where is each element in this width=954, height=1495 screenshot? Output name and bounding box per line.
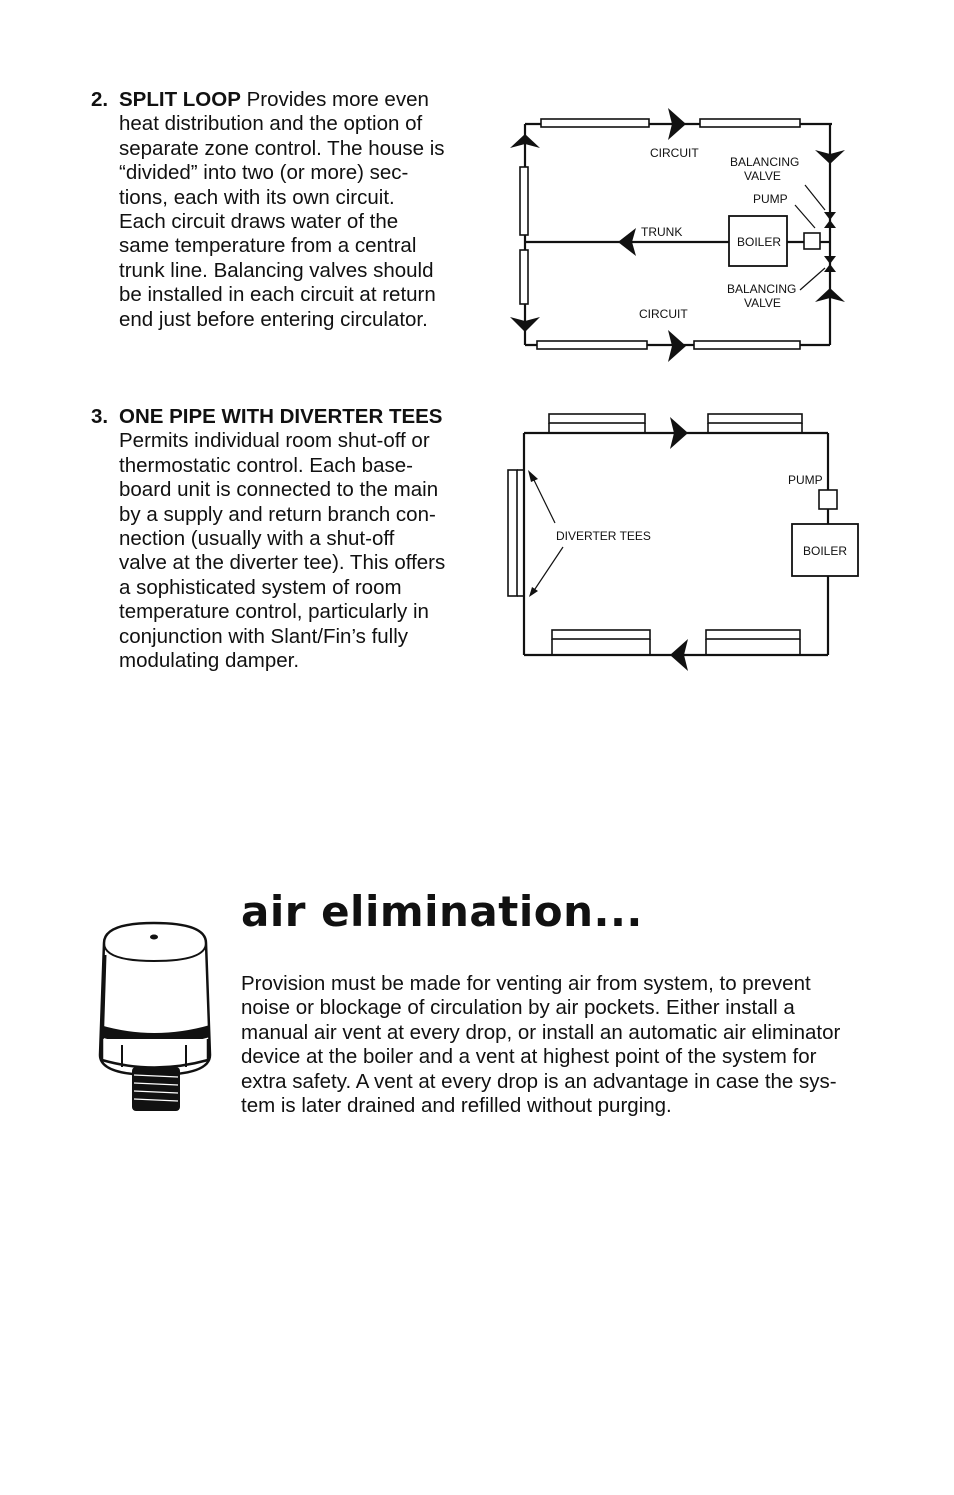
- label-valve-top: VALVE: [744, 169, 781, 183]
- item-line: Each circuit draws water of the: [119, 210, 399, 234]
- item-line: separate zone control. The house is: [119, 136, 445, 160]
- label-pump: PUMP: [753, 192, 788, 206]
- item-line: trunk line. Balancing valves should: [119, 258, 434, 282]
- item-line: tions, each with its own circuit.: [119, 185, 395, 209]
- section-body: [241, 972, 881, 1118]
- body-line: extra safety. A vent at every drop is an advantage in case the sys-: [241, 1069, 837, 1093]
- label-trunk: TRUNK: [641, 225, 683, 239]
- item-text: Provides more even: [240, 88, 429, 111]
- pump-box: [819, 490, 837, 509]
- item-number: 2.: [91, 88, 109, 111]
- label-diverter-tees: DIVERTER TEES: [556, 529, 651, 543]
- item-line: conjunction with Slant/Fin’s fully: [119, 624, 409, 648]
- item-line: temperature control, particularly in: [119, 600, 429, 624]
- item-line: a sophisticated system of room: [119, 575, 402, 599]
- label-circuit-top: CIRCUIT: [650, 146, 699, 160]
- item-line: end just before entering circulator.: [119, 307, 428, 331]
- body-line: noise or blockage of circulation by air pockets. Either install a: [241, 996, 795, 1020]
- item-line: valve at the diverter tee). This offers: [119, 551, 446, 575]
- item-line: by a supply and return branch con-: [119, 502, 436, 526]
- label-pump: PUMP: [788, 473, 823, 487]
- item-line: board unit is connected to the main: [119, 478, 439, 502]
- item-heading: ONE PIPE WITH DIVERTER TEES: [119, 405, 443, 428]
- item-line: Permits individual room shut-off or: [119, 429, 430, 453]
- diverter-tees-diagram: [0, 0, 954, 720]
- label-valve-bottom: VALVE: [744, 296, 781, 310]
- item-line: heat distribution and the option of: [119, 112, 423, 136]
- label-boiler: BOILER: [737, 235, 782, 249]
- air-vent-icon: [96, 915, 220, 1115]
- flow-arrow-icon: [670, 417, 688, 671]
- item-line: be installed in each circuit at return: [119, 283, 436, 307]
- label-balancing-valve-top: BALANCING: [730, 155, 800, 169]
- item-line: thermostatic control. Each base-: [119, 453, 413, 477]
- section-title: air elimination...: [241, 887, 643, 936]
- body-line: tem is later drained and refilled without purging.: [241, 1094, 672, 1118]
- body-line: device at the boiler and a vent at highest point of the system for: [241, 1045, 817, 1069]
- label-boiler: BOILER: [803, 544, 848, 558]
- item-line: modulating damper.: [119, 649, 300, 673]
- body-line: manual air vent at every drop, or install an automatic air eliminator: [241, 1020, 841, 1044]
- label-circuit-bottom: CIRCUIT: [639, 307, 688, 321]
- item-heading: SPLIT LOOP: [119, 88, 241, 111]
- baseboard-units: [508, 414, 802, 655]
- item-line: same temperature from a central: [119, 234, 417, 258]
- item-line: nection (usually with a shut-off: [119, 527, 395, 551]
- item-line: “divided” into two (or more) sec-: [119, 161, 409, 185]
- label-balancing-valve-bottom: BALANCING: [727, 282, 797, 296]
- item-number: 3.: [91, 405, 109, 428]
- body-line: Provision must be made for venting air from system, to prevent: [241, 972, 811, 995]
